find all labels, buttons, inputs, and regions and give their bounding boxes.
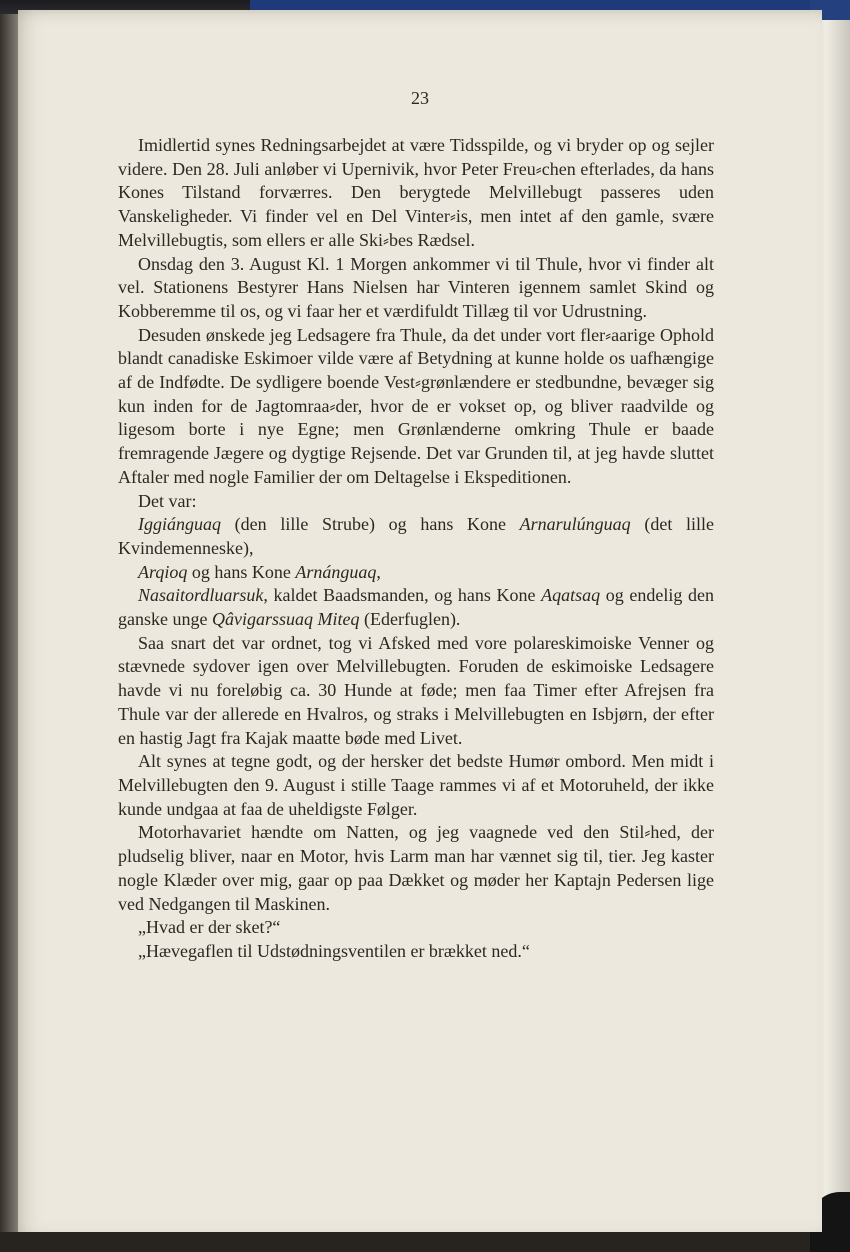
paragraph: Motorhavariet hændte om Natten, og jeg vaagnede ved den Stil⸗hed, der pludselig bliver, naar en Motor, hvis Larm man har vænnet sig til, tier. Jeg kaster nogle Klæder over mig, gaar op paa Dækket og møder her Kaptajn Pedersen lige ved Nedgangen til Maskinen. [118, 822, 714, 914]
companion-name: Nasaitordluarsuk [138, 585, 264, 606]
paragraph: Onsdag den 3. August Kl. 1 Morgen ankommer vi til Thule, hvor vi finder alt vel. Stationens Bestyrer Hans Nielsen har Vinteren igennem samlet Skind og Kobberemme til os, og vi faar her et værdifuldt Tillæg til vor Udrustning. [118, 253, 714, 321]
scan-bottom-edge [0, 1232, 850, 1252]
page-body [118, 134, 714, 964]
companion-name: Iggiánguaq [138, 514, 221, 535]
companion-name: Arqioq [138, 561, 188, 582]
paragraph: Saa snart det var ordnet, tog vi Afsked med vore polareskimoiske Venner og stævnede sydover igen over Melvillebugten. Foruden de eskimoiske Ledsagere havde vi nu foreløbig ca. 30 Hunde at føde; men faa Timer efter Afrejsen fra Thule var der allerede en Hvalros, og straks i Melvillebugten en Isbjørn, der efter en hastig Jagt fra Kajak maatte bøde med Livet. [118, 632, 714, 748]
paragraph: Imidlertid synes Redningsarbejdet at være Tidsspilde, og vi bryder op og sejler videre. Den 28. Juli anløber vi Upernivik, hvor Peter Freu⸗chen efterlades, da hans Kones Tilstand forværres. Den berygtede Melvillebugt passeres uden Vanskeligheder. Vi finder vel en Del Vinter⸗is, men intet af den gamle, svære Melvillebugtis, som ellers er alle Ski⸗bes Rædsel. [118, 135, 714, 250]
paragraph: Det var: [138, 490, 197, 511]
companion-entry: Iggiánguaq (den lille Strube) og hans Kone Arnarulúnguaq (det lille Kvindemenneske), [118, 514, 714, 558]
paragraph: Alt synes at tegne godt, og der hersker det bedste Humør ombord. Men midt i Melvillebugten den 9. August i stille Taage rammes vi af et Motoruheld, der ikke kunde undgaa at faa de uheldigste Følger. [118, 751, 714, 819]
book-cover-top [250, 0, 810, 10]
book-page [18, 10, 822, 1232]
companion-name: Arnánguaq [295, 561, 377, 582]
paragraph: Desuden ønskede jeg Ledsagere fra Thule, da det under vort fler⸗aarige Ophold blandt canadiske Eskimoer vilde være af Betydning at kunne holde os uafhængige af de Indfødte. De sydligere boende Vest⸗grønlændere er stedbundne, bevæger sig kun inden for de Jagtomraa⸗der, hvor de er vokset op, og bliver raadvilde og ligesom borte i nye Egne; men Grønlænderne omkring Thule er baade fremragende Jægere og dygtige Rejsende. Det var Grunden til, at jeg havde sluttet Aftaler med nogle Familier der om Deltagelse i Ekspeditionen. [118, 324, 714, 487]
dialogue-line: „Hvad er der sket?“ [138, 917, 281, 938]
companion-name: Aqatsaq [541, 585, 601, 606]
companion-name: Qâvigarssuaq Miteq [211, 609, 360, 630]
dialogue-line: „Hævegaflen til Udstødningsventilen er brækket ned.“ [138, 940, 530, 961]
scan-left-edge [0, 0, 20, 1252]
companion-entry: Arqioq og hans Kone Arnánguaq, [138, 561, 381, 582]
companion-entry: Nasaitordluarsuk, kaldet Baadsmanden, og hans Kone Aqatsaq og endelig den ganske unge Qâvigarssuaq Miteq (Ederfuglen). [118, 585, 714, 630]
page-number: 23 [411, 88, 429, 108]
companion-name: Arnarulúnguaq [519, 514, 631, 535]
